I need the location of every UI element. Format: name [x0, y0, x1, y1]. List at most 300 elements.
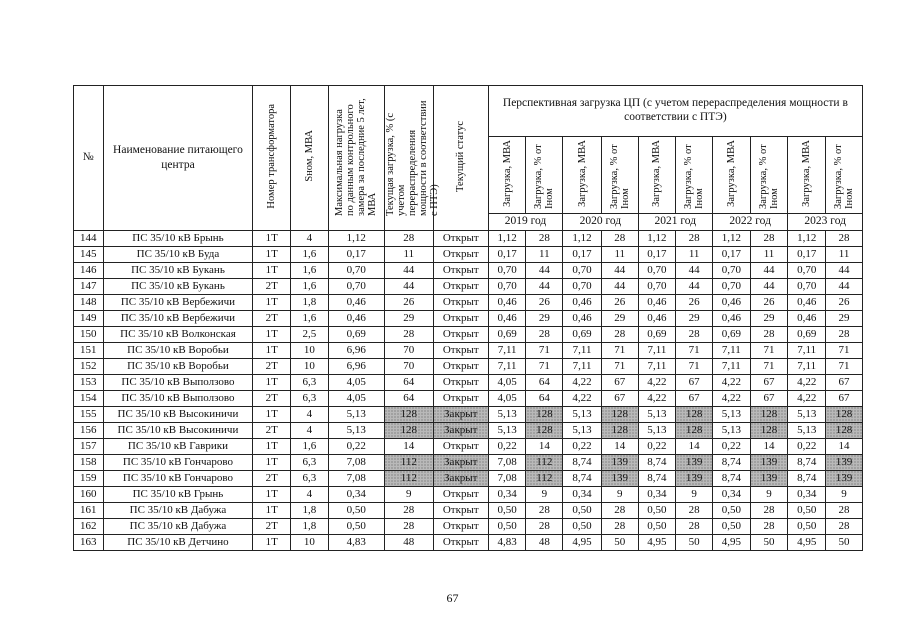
table-row — [74, 534, 863, 550]
row-year-mva: 0,34 — [638, 486, 676, 502]
row-year-mva: 1,12 — [488, 230, 526, 246]
row-year-pct: 26 — [601, 294, 638, 310]
row-year-mva: 0,17 — [788, 246, 826, 262]
row-year-mva: 0,17 — [712, 246, 750, 262]
row-year-mva: 4,22 — [788, 374, 826, 390]
row-year-pct: 11 — [676, 246, 713, 262]
row-transformer: 1Т — [253, 374, 291, 390]
row-year-pct: 50 — [750, 534, 788, 550]
row-year-pct: 50 — [601, 534, 638, 550]
row-year-mva: 0,17 — [563, 246, 602, 262]
row-year-pct: 14 — [826, 438, 863, 454]
row-year-pct: 29 — [826, 310, 863, 326]
row-year-pct: 28 — [750, 502, 788, 518]
row-snom: 6,3 — [291, 454, 329, 470]
row-year-pct: 128 — [526, 406, 563, 422]
row-year-pct: 28 — [601, 518, 638, 534]
row-year-mva: 1,12 — [788, 230, 826, 246]
header-status: Текущий статус — [433, 86, 488, 231]
row-year-pct: 128 — [676, 422, 713, 438]
row-year-pct: 71 — [601, 342, 638, 358]
row-year-mva: 8,74 — [638, 454, 676, 470]
row-year-mva: 5,13 — [712, 406, 750, 422]
row-year-mva: 4,95 — [712, 534, 750, 550]
row-year-mva: 0,70 — [638, 278, 676, 294]
row-transformer: 1Т — [253, 294, 291, 310]
row-year-mva: 4,22 — [712, 390, 750, 406]
table-row — [74, 246, 863, 262]
row-year-mva: 0,46 — [788, 294, 826, 310]
row-year-mva: 0,46 — [563, 310, 602, 326]
row-max-load: 6,96 — [328, 358, 384, 374]
row-snom: 6,3 — [291, 390, 329, 406]
header-current-load: Текущая загрузка, % (с учетом перераспределения мощности в соответствии с ПТЭ) — [384, 86, 433, 231]
row-year-pct: 44 — [601, 262, 638, 278]
row-year-mva: 7,08 — [488, 470, 526, 486]
row-transformer: 1Т — [253, 230, 291, 246]
row-current-load: 112 — [384, 470, 433, 486]
row-year-mva: 0,22 — [788, 438, 826, 454]
row-year-pct: 71 — [526, 342, 563, 358]
row-status: Открыт — [433, 310, 488, 326]
row-year-pct: 26 — [526, 294, 563, 310]
row-name: ПС 35/10 кВ Дабужа — [103, 502, 253, 518]
row-status: Открыт — [433, 518, 488, 534]
table-row — [74, 262, 863, 278]
row-year-pct: 28 — [826, 518, 863, 534]
row-year-pct: 44 — [676, 262, 713, 278]
row-number: 148 — [74, 294, 104, 310]
row-snom: 4 — [291, 406, 329, 422]
row-year-mva: 0,22 — [488, 438, 526, 454]
row-year-pct: 128 — [601, 406, 638, 422]
row-transformer: 2Т — [253, 390, 291, 406]
header-load-pct: Загрузка, % от Iном — [526, 137, 563, 214]
row-name: ПС 35/10 кВ Вербежичи — [103, 294, 253, 310]
row-max-load: 4,05 — [328, 374, 384, 390]
row-year-pct: 28 — [601, 502, 638, 518]
row-max-load: 7,08 — [328, 454, 384, 470]
row-year-pct: 48 — [526, 534, 563, 550]
row-year-pct: 28 — [826, 326, 863, 342]
row-year-pct: 128 — [826, 406, 863, 422]
table-row — [74, 310, 863, 326]
row-year-pct: 71 — [676, 358, 713, 374]
row-status: Открыт — [433, 230, 488, 246]
table-row — [74, 326, 863, 342]
header-load-mva: Загрузка, МВА — [488, 137, 526, 214]
row-year-pct: 128 — [826, 422, 863, 438]
row-transformer: 2Т — [253, 310, 291, 326]
header-load-mva: Загрузка, МВА — [712, 137, 750, 214]
row-year-mva: 0,46 — [563, 294, 602, 310]
row-year-pct: 28 — [676, 502, 713, 518]
row-year-mva: 5,13 — [638, 406, 676, 422]
row-status: Закрыт — [433, 454, 488, 470]
row-number: 145 — [74, 246, 104, 262]
row-year-pct: 128 — [601, 422, 638, 438]
row-name: ПС 35/10 кВ Брынь — [103, 230, 253, 246]
row-year-mva: 0,70 — [712, 262, 750, 278]
row-transformer: 2Т — [253, 470, 291, 486]
row-year-mva: 0,22 — [563, 438, 602, 454]
row-snom: 1,8 — [291, 294, 329, 310]
header-year: 2023 год — [788, 213, 863, 230]
row-current-load: 11 — [384, 246, 433, 262]
row-status: Открыт — [433, 326, 488, 342]
row-year-pct: 26 — [750, 294, 788, 310]
row-year-mva: 0,69 — [563, 326, 602, 342]
row-status: Открыт — [433, 246, 488, 262]
row-max-load: 0,70 — [328, 278, 384, 294]
row-current-load: 48 — [384, 534, 433, 550]
table-row — [74, 454, 863, 470]
row-year-mva: 4,22 — [638, 390, 676, 406]
table-row — [74, 374, 863, 390]
row-name: ПС 35/10 кВ Гаврики — [103, 438, 253, 454]
row-snom: 4 — [291, 422, 329, 438]
row-current-load: 28 — [384, 502, 433, 518]
row-transformer: 2Т — [253, 278, 291, 294]
row-year-pct: 28 — [676, 518, 713, 534]
row-year-mva: 0,22 — [638, 438, 676, 454]
row-year-pct: 29 — [601, 310, 638, 326]
row-number: 146 — [74, 262, 104, 278]
header-snom: Sном, МВА — [291, 86, 329, 231]
row-year-mva: 8,74 — [788, 470, 826, 486]
row-status: Открыт — [433, 502, 488, 518]
row-name: ПС 35/10 кВ Буда — [103, 246, 253, 262]
table-row — [74, 278, 863, 294]
row-number: 161 — [74, 502, 104, 518]
row-status: Открыт — [433, 374, 488, 390]
row-transformer: 1Т — [253, 342, 291, 358]
row-year-mva: 5,13 — [788, 422, 826, 438]
row-year-mva: 7,11 — [638, 342, 676, 358]
row-year-mva: 8,74 — [788, 454, 826, 470]
row-year-mva: 7,11 — [788, 342, 826, 358]
row-year-pct: 112 — [526, 470, 563, 486]
row-year-pct: 9 — [826, 486, 863, 502]
row-year-pct: 67 — [750, 390, 788, 406]
row-year-mva: 0,70 — [563, 278, 602, 294]
row-name: ПС 35/10 кВ Выползово — [103, 390, 253, 406]
row-year-mva: 0,46 — [712, 294, 750, 310]
row-max-load: 4,05 — [328, 390, 384, 406]
header-year: 2020 год — [563, 213, 638, 230]
row-year-mva: 0,70 — [488, 262, 526, 278]
row-year-mva: 0,46 — [712, 310, 750, 326]
row-year-mva: 5,13 — [488, 406, 526, 422]
row-year-pct: 128 — [750, 406, 788, 422]
row-transformer: 1Т — [253, 406, 291, 422]
row-current-load: 9 — [384, 486, 433, 502]
row-max-load: 7,08 — [328, 470, 384, 486]
row-snom: 10 — [291, 534, 329, 550]
row-year-pct: 44 — [826, 262, 863, 278]
row-year-mva: 4,83 — [488, 534, 526, 550]
row-year-mva: 1,12 — [563, 230, 602, 246]
row-year-pct: 14 — [601, 438, 638, 454]
row-max-load: 4,83 — [328, 534, 384, 550]
row-year-mva: 8,74 — [638, 470, 676, 486]
row-max-load: 0,50 — [328, 518, 384, 534]
header-load-pct: Загрузка, % от Iном — [676, 137, 713, 214]
header-year: 2021 год — [638, 213, 712, 230]
row-current-load: 70 — [384, 358, 433, 374]
table-row — [74, 358, 863, 374]
row-current-load: 44 — [384, 278, 433, 294]
row-transformer: 1Т — [253, 326, 291, 342]
row-transformer: 1Т — [253, 438, 291, 454]
row-status: Открыт — [433, 534, 488, 550]
row-year-pct: 28 — [601, 230, 638, 246]
row-year-pct: 71 — [750, 342, 788, 358]
row-year-mva: 7,11 — [563, 358, 602, 374]
row-number: 154 — [74, 390, 104, 406]
row-year-pct: 139 — [826, 454, 863, 470]
row-year-mva: 8,74 — [563, 454, 602, 470]
row-year-pct: 128 — [676, 406, 713, 422]
row-year-pct: 71 — [826, 358, 863, 374]
row-year-pct: 67 — [676, 390, 713, 406]
row-year-mva: 0,17 — [488, 246, 526, 262]
row-status: Открыт — [433, 438, 488, 454]
row-number: 162 — [74, 518, 104, 534]
row-year-mva: 8,74 — [712, 454, 750, 470]
table-row — [74, 230, 863, 246]
row-year-mva: 7,08 — [488, 454, 526, 470]
row-year-pct: 50 — [826, 534, 863, 550]
row-snom: 2,5 — [291, 326, 329, 342]
row-name: ПС 35/10 кВ Детчино — [103, 534, 253, 550]
row-year-mva: 0,70 — [788, 278, 826, 294]
header-year: 2019 год — [488, 213, 562, 230]
row-year-pct: 9 — [601, 486, 638, 502]
row-current-load: 14 — [384, 438, 433, 454]
row-year-mva: 7,11 — [712, 342, 750, 358]
row-year-pct: 29 — [526, 310, 563, 326]
row-year-pct: 44 — [601, 278, 638, 294]
row-year-mva: 4,05 — [488, 374, 526, 390]
row-year-pct: 64 — [526, 374, 563, 390]
header-max-load: Максимальная нагрузка по данным контрольного замера за последние 5 лет, МВА — [328, 86, 384, 231]
row-snom: 1,6 — [291, 278, 329, 294]
row-year-mva: 0,69 — [638, 326, 676, 342]
header-name: Наименование питающего центра — [103, 86, 253, 231]
row-year-pct: 14 — [676, 438, 713, 454]
row-max-load: 5,13 — [328, 406, 384, 422]
row-name: ПС 35/10 кВ Букань — [103, 262, 253, 278]
row-number: 159 — [74, 470, 104, 486]
row-year-mva: 0,46 — [638, 294, 676, 310]
row-status: Открыт — [433, 358, 488, 374]
row-number: 163 — [74, 534, 104, 550]
row-year-mva: 8,74 — [712, 470, 750, 486]
row-name: ПС 35/10 кВ Гончарово — [103, 454, 253, 470]
row-year-mva: 0,50 — [488, 518, 526, 534]
row-year-mva: 0,34 — [488, 486, 526, 502]
row-year-mva: 0,17 — [638, 246, 676, 262]
row-transformer: 2Т — [253, 358, 291, 374]
row-transformer: 2Т — [253, 422, 291, 438]
header-transformer-num: Номер трансформатора — [253, 86, 291, 231]
row-number: 149 — [74, 310, 104, 326]
row-year-pct: 28 — [601, 326, 638, 342]
row-year-mva: 0,70 — [638, 262, 676, 278]
row-year-mva: 4,95 — [638, 534, 676, 550]
row-number: 160 — [74, 486, 104, 502]
row-max-load: 5,13 — [328, 422, 384, 438]
row-year-pct: 11 — [826, 246, 863, 262]
table-row — [74, 518, 863, 534]
row-year-mva: 7,11 — [563, 342, 602, 358]
row-name: ПС 35/10 кВ Воробьи — [103, 358, 253, 374]
row-year-mva: 4,22 — [638, 374, 676, 390]
row-year-pct: 139 — [676, 454, 713, 470]
row-year-mva: 7,11 — [788, 358, 826, 374]
row-year-mva: 5,13 — [488, 422, 526, 438]
row-year-pct: 67 — [826, 390, 863, 406]
row-year-pct: 71 — [750, 358, 788, 374]
row-year-mva: 7,11 — [638, 358, 676, 374]
row-number: 144 — [74, 230, 104, 246]
row-year-mva: 1,12 — [712, 230, 750, 246]
row-year-pct: 28 — [526, 230, 563, 246]
row-current-load: 28 — [384, 326, 433, 342]
row-year-pct: 14 — [526, 438, 563, 454]
row-current-load: 64 — [384, 374, 433, 390]
row-number: 152 — [74, 358, 104, 374]
row-year-mva: 0,34 — [563, 486, 602, 502]
row-year-mva: 5,13 — [563, 422, 602, 438]
row-status: Закрыт — [433, 470, 488, 486]
row-year-pct: 28 — [526, 518, 563, 534]
row-year-mva: 0,34 — [712, 486, 750, 502]
table-row — [74, 406, 863, 422]
row-year-mva: 0,70 — [563, 262, 602, 278]
row-year-mva: 7,11 — [488, 358, 526, 374]
row-year-pct: 128 — [750, 422, 788, 438]
header-load-mva: Загрузка, МВА — [638, 137, 676, 214]
table-row — [74, 486, 863, 502]
row-year-mva: 4,95 — [563, 534, 602, 550]
row-year-mva: 0,50 — [488, 502, 526, 518]
row-status: Открыт — [433, 262, 488, 278]
table-row — [74, 438, 863, 454]
row-snom: 10 — [291, 342, 329, 358]
row-year-pct: 44 — [526, 278, 563, 294]
row-status: Открыт — [433, 486, 488, 502]
row-number: 147 — [74, 278, 104, 294]
row-snom: 4 — [291, 230, 329, 246]
table-row — [74, 390, 863, 406]
row-year-mva: 4,22 — [788, 390, 826, 406]
row-name: ПС 35/10 кВ Воробьи — [103, 342, 253, 358]
row-year-mva: 0,50 — [638, 502, 676, 518]
row-year-mva: 0,69 — [712, 326, 750, 342]
row-status: Открыт — [433, 278, 488, 294]
header-load-mva: Загрузка, МВА — [563, 137, 602, 214]
row-year-mva: 8,74 — [563, 470, 602, 486]
row-transformer: 1Т — [253, 486, 291, 502]
row-snom: 1,8 — [291, 502, 329, 518]
row-year-pct: 71 — [601, 358, 638, 374]
row-number: 150 — [74, 326, 104, 342]
row-year-mva: 0,50 — [712, 518, 750, 534]
row-year-pct: 139 — [750, 454, 788, 470]
row-year-pct: 44 — [676, 278, 713, 294]
row-year-pct: 112 — [526, 454, 563, 470]
row-year-mva: 0,70 — [712, 278, 750, 294]
table-row — [74, 470, 863, 486]
row-snom: 1,6 — [291, 310, 329, 326]
row-transformer: 1Т — [253, 502, 291, 518]
row-year-mva: 0,50 — [563, 502, 602, 518]
row-current-load: 28 — [384, 518, 433, 534]
row-max-load: 0,34 — [328, 486, 384, 502]
row-year-pct: 139 — [676, 470, 713, 486]
row-max-load: 1,12 — [328, 230, 384, 246]
row-year-mva: 0,46 — [488, 294, 526, 310]
row-year-pct: 50 — [676, 534, 713, 550]
row-year-mva: 4,22 — [563, 390, 602, 406]
row-year-pct: 64 — [526, 390, 563, 406]
row-year-pct: 29 — [676, 310, 713, 326]
row-year-mva: 0,46 — [488, 310, 526, 326]
row-name: ПС 35/10 кВ Высокиничи — [103, 406, 253, 422]
row-year-pct: 67 — [676, 374, 713, 390]
row-year-pct: 139 — [750, 470, 788, 486]
row-year-pct: 67 — [601, 374, 638, 390]
row-name: ПС 35/10 кВ Волконская — [103, 326, 253, 342]
row-status: Открыт — [433, 390, 488, 406]
row-max-load: 0,46 — [328, 294, 384, 310]
row-year-pct: 71 — [676, 342, 713, 358]
row-year-mva: 0,70 — [488, 278, 526, 294]
row-year-mva: 0,50 — [712, 502, 750, 518]
row-snom: 10 — [291, 358, 329, 374]
row-year-mva: 0,70 — [788, 262, 826, 278]
header-load-pct: Загрузка, % от Iном — [826, 137, 863, 214]
row-current-load: 26 — [384, 294, 433, 310]
row-current-load: 29 — [384, 310, 433, 326]
row-year-pct: 44 — [526, 262, 563, 278]
row-year-mva: 7,11 — [488, 342, 526, 358]
row-current-load: 128 — [384, 422, 433, 438]
row-year-pct: 67 — [601, 390, 638, 406]
row-current-load: 112 — [384, 454, 433, 470]
row-year-pct: 14 — [750, 438, 788, 454]
row-snom: 1,8 — [291, 518, 329, 534]
row-year-mva: 5,13 — [788, 406, 826, 422]
row-year-mva: 0,69 — [788, 326, 826, 342]
row-year-pct: 67 — [750, 374, 788, 390]
row-year-pct: 44 — [750, 278, 788, 294]
row-year-pct: 28 — [676, 230, 713, 246]
row-year-mva: 5,13 — [712, 422, 750, 438]
row-year-pct: 128 — [526, 422, 563, 438]
row-year-mva: 0,50 — [563, 518, 602, 534]
row-name: ПС 35/10 кВ Вербежичи — [103, 310, 253, 326]
row-year-mva: 0,50 — [788, 502, 826, 518]
row-year-pct: 139 — [601, 454, 638, 470]
row-year-pct: 44 — [826, 278, 863, 294]
row-year-mva: 0,46 — [638, 310, 676, 326]
table-row — [74, 342, 863, 358]
row-year-pct: 139 — [601, 470, 638, 486]
row-status: Открыт — [433, 342, 488, 358]
